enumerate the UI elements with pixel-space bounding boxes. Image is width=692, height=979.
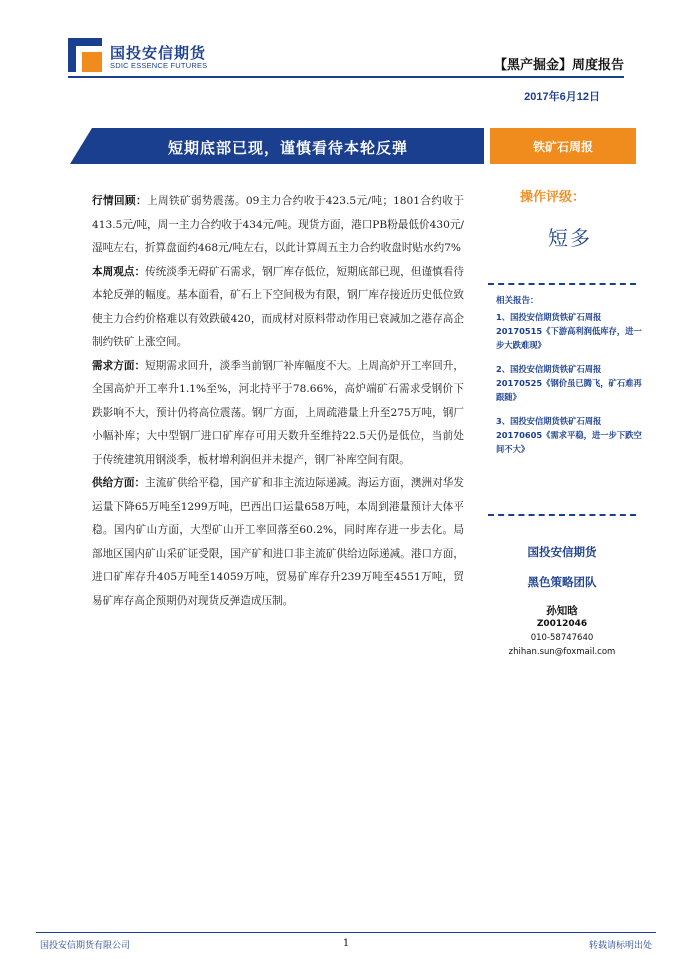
supply-paragraph (92, 472, 464, 613)
report-title: 短期底部已现，谨慎看待本轮反弹 (168, 139, 409, 157)
demand-label: 需求方面： (92, 359, 146, 372)
market-review-label: 行情回顾： (92, 195, 147, 207)
supply-label: 供给方面： (92, 477, 146, 489)
report-date: 2017年6月12日 (524, 91, 600, 103)
team-name: 黑色策略团队 (527, 575, 597, 589)
analyst-email[interactable]: zhihan.sun@foxmail.com (508, 647, 616, 657)
header-divider (68, 76, 624, 78)
page-number: 1 (342, 938, 350, 949)
title-banner (70, 128, 484, 164)
footer-notice: 转载请标明出处 (588, 941, 652, 951)
analyst-phone: 010-58747640 (530, 633, 594, 643)
logo-english-name: SDIC ESSENCE FUTURES (110, 61, 208, 70)
company-logo (68, 36, 218, 76)
rating-label: 操作评级： (520, 190, 586, 205)
market-review-paragraph (92, 190, 464, 261)
logo-chinese-name: 国投安信期货 (110, 44, 207, 62)
weekly-view-label: 本周观点： (92, 265, 146, 278)
related-reports-title: 相关报告： (496, 296, 539, 306)
report-type: 【黑产掘金】周度报告 (493, 58, 624, 73)
main-content (92, 190, 464, 613)
weekly-view-paragraph (92, 261, 464, 355)
sidebar-divider-top (488, 283, 636, 285)
weekly-view-text: 传统淡季无碍矿石需求，钢厂库存低位，短期底部已现，但谨慎看待本轮反弹的幅度。基本面看，矿石上下空间极为有限，钢厂库存接近历史低位致使主力合约价格难以有效跌破420，而成材对原料带动作用已衰减加之港存高企制约铁矿上涨空间。 (92, 265, 465, 348)
category-banner (490, 128, 636, 164)
footer-divider (36, 932, 656, 933)
supply-text: 主流矿供给平稳，国产矿和非主流边际递减。海运方面，澳洲对华发运量下降65万吨至1299万吨，巴西出口运量658万吨，本周到港量预计大体平稳。国内矿山方面，大型矿山开工率回落至60.2%，同时库存进一步去化。局部地区国内矿山采矿证受限，国产矿和进口非主流矿供给边际递减。港口方面，进口矿库存升405万吨至14059万吨，贸易矿库存升239万吨至4551万吨，贸易矿库存高企预期仍对现货反弹造成压制。 (92, 477, 465, 607)
sidebar-divider-bottom (488, 514, 636, 516)
demand-text: 短期需求回升，淡季当前钢厂补库幅度不大。上周高炉开工率回升，全国高炉开工率升1.1%至%，河北持平于78.66%，高炉端矿石需求受钢价下跌影响不大，预计仍将高位震荡。钢厂方面，上周疏港量上升至275万吨，钢厂小幅补库；大中型钢厂进口矿库存可用天数升至维持22.5天仍是低位，当前处于传统建筑用钢淡季，板材增利润但并未提产，钢厂补库空间有限。 (92, 359, 465, 466)
report-category: 铁矿石周报 (532, 140, 593, 154)
market-review-text: 上周铁矿弱势震荡。09主力合约收于423.5元/吨；1801合约收于413.5元/吨，周一主力合约收于434元/吨。现货方面，港口PB粉最低价430元/湿吨左右，折算盘面约468元/吨左右，以此计算周五主力合约收盘时贴水约7% (92, 195, 465, 254)
rating-value: 短多 (548, 226, 592, 250)
related-report-item[interactable]: 3、国投安信期货铁矿石周报20170605《需求平稳，进一步下跌空间不大》 (496, 416, 642, 454)
related-reports (496, 294, 646, 466)
related-report-item[interactable]: 2、国投安信期货铁矿石周报20170525《钢价虽已腾飞，矿石难再跟随》 (496, 364, 642, 402)
related-report-item[interactable]: 1、国投安信期货铁矿石周报20170515《下游高利润低库存，进一步大跌难现》 (496, 312, 642, 350)
analyst-license: Z0012046 (536, 619, 588, 629)
demand-paragraph (92, 355, 464, 473)
team-company: 国投安信期货 (527, 545, 597, 559)
footer-company: 国投安信期货有限公司 (40, 941, 131, 951)
analyst-name: 孙知晗 (546, 605, 578, 617)
logo-mark-icon (68, 38, 102, 72)
